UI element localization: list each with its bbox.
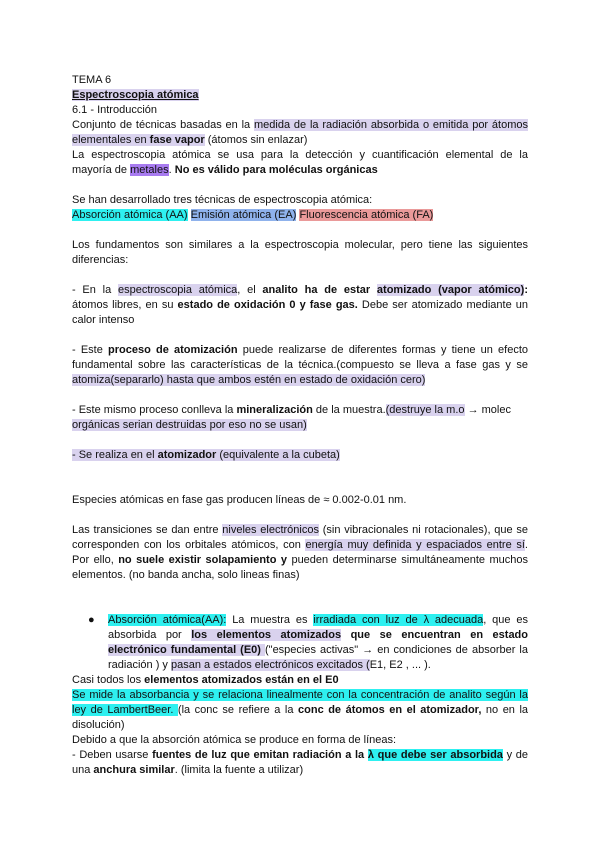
bullet-icon: ● [88, 614, 95, 626]
document-page [72, 73, 528, 778]
aa-list-item: ● Absorción atómica(AA): La muestra es irradiada con luz de λ adecuada, que es absorbida por los elementos atomizados que se encuentran en estado electrónico fundamental (E0) ("especies activas" → en condiciones de absorber la radiación ) y pasan a estados electrónicos excitados (E1, E2 , ... ). [88, 614, 528, 671]
technique-ea: Emisión atómica (EA) [190, 209, 297, 221]
difference-1: - En la espectroscopia atómica, el analito ha de estar atomizado (vapor atómico): átomos libres, en su estado de oxidación 0 y fase gas. Debe ser atomizado mediante un calor intenso [72, 284, 528, 326]
difference-2: - Este proceso de atomización puede realizarse de diferentes formas y tiene un efecto fundamental sobre las características de la técnica.(compuesto se lleva a fase gas y se atomiza(separarlo) hasta que ambos estén en estado de oxidación cero) [72, 344, 529, 386]
topic-heading: TEMA 6 [72, 74, 112, 86]
subsection-title: 6.1 - Introducción [72, 104, 157, 116]
difference-3: - Este mismo proceso conlleva la mineralización de la muestra.(destruye la m.o → molec orgánicas serian destruidas por eso no se usan) [72, 404, 511, 431]
usage-paragraph: La espectroscopia atómica se usa para la detección y cuantificación elemental de la mayoría de metales. No es válido para moléculas orgánicas [72, 149, 528, 176]
e0-statement: Casi todos los elementos atomizados están en el E0 [72, 674, 339, 686]
technique-aa: Absorción atómica (AA) [72, 209, 188, 221]
lambert-beer-paragraph: Se mide la absorbancia y se relaciona linealmente con la concentración de analito según la ley de LambertBeer. (la conc se refiere a la conc de átomos en el atomizador, no en la disolución) [72, 689, 529, 731]
section-title: Espectroscopia atómica [72, 89, 199, 101]
transitions-paragraph: Las transiciones se dan entre niveles electrónicos (sin vibracionales ni rotacionales), que se corresponden con los orbitales atómicos, con energía muy definida y espaciados entre sí. Por ello, no suele existir solapamiento y pueden determinarse simultáneamente muchos elementos. (no banda ancha, solo lineas finas) [72, 524, 528, 581]
definition-paragraph: Conjunto de técnicas basadas en la medida de la radiación absorbida o emitida por átomos elementales en fase vapor (átomos sin enlazar) [72, 119, 528, 146]
fundamentals-paragraph: Los fundamentos son similares a la espectroscopia molecular, pero tiene las siguientes diferencias: [72, 239, 528, 266]
difference-4: - Se realiza en el atomizador (equivalente a la cubeta) [72, 449, 340, 461]
light-source-paragraph: Debido a que la absorción atómica se produce en forma de líneas: - Deben usarse fuentes de luz que emitan radiación a la λ que debe ser absorbida y de una anchura similar. (limita la fuente a utilizar) [72, 734, 529, 776]
line-width-paragraph: Especies atómicas en fase gas producen líneas de ≈ 0.002-0.01 nm. [72, 494, 407, 506]
technique-fa: Fluorescencia atómica (FA) [299, 209, 434, 221]
techniques-paragraph: Se han desarrollado tres técnicas de espectroscopia atómica: Absorción atómica (AA) Emisión atómica (EA) Fluorescencia atómica (FA) [72, 194, 434, 221]
